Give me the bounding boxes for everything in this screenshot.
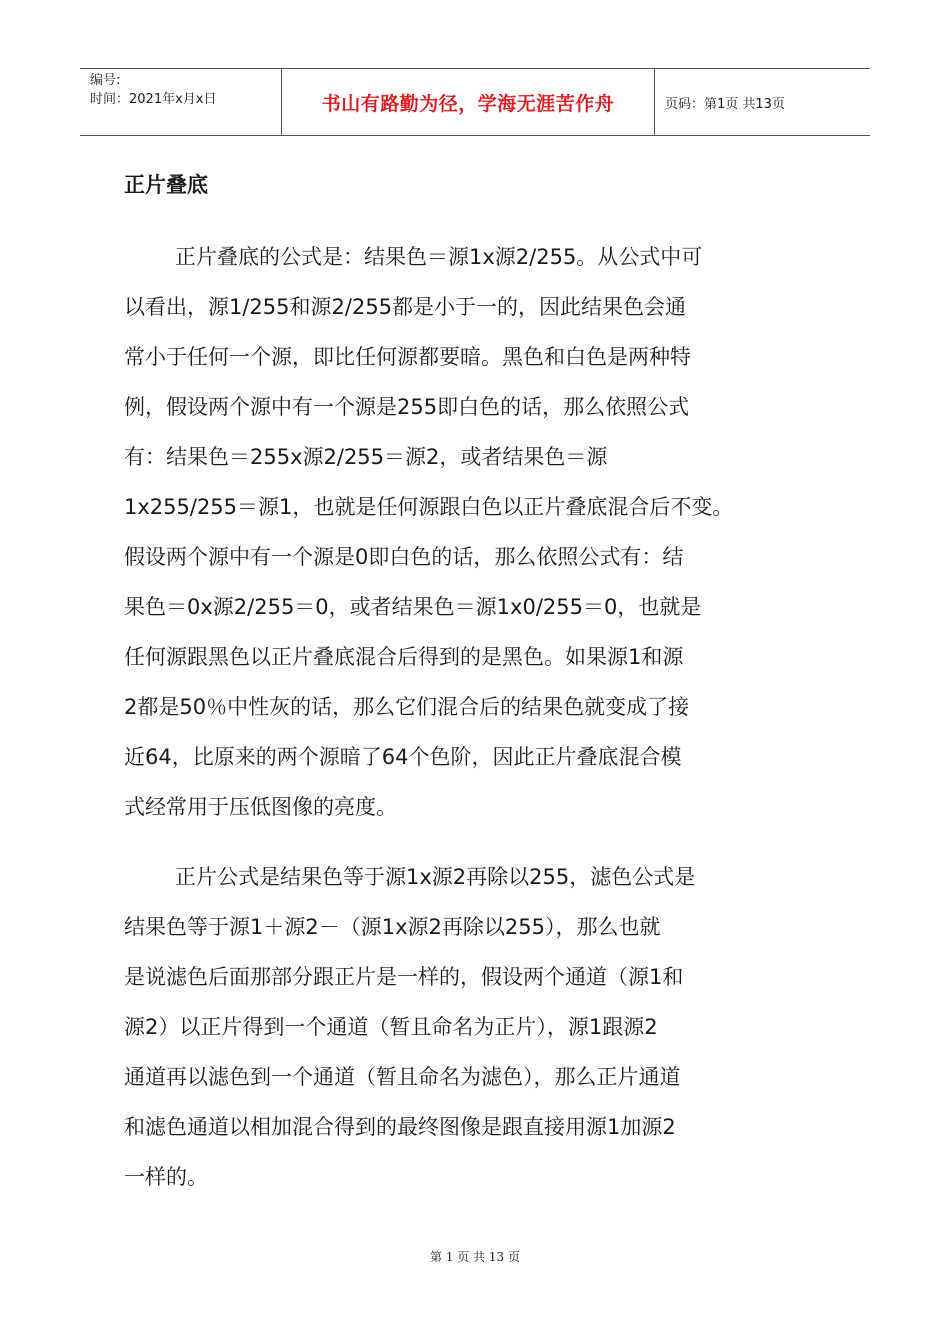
document-date: 时间：2021年x月x日: [90, 92, 217, 107]
body-paragraph-2: 正片公式是结果色等于源1x源2再除以255，滤色公式是 结果色等于源1＋源2－（源1x源2再除以255），那么也就 是说滤色后面那部分跟正片是一样的，假设两个通道（源1和 源2）以正片得到一个通道（暂且命名为正片），源1跟源2 通道再以滤色到一个通道（暂且命名为滤色），那么正片通道 和滤色通道以相加混合得到的最终图像是跟直接用源1加源2 一样的。: [124, 865, 696, 1189]
document-number-label: 编号:: [90, 73, 121, 88]
document-title: 正片叠底: [124, 173, 208, 197]
page-footer: 第 1 页 共 13 页: [430, 1250, 520, 1264]
document-header: [80, 68, 870, 136]
header-meta: [80, 69, 282, 135]
body-paragraph-1: 正片叠底的公式是：结果色＝源1x源2/255。从公式中可 以看出，源1/255和源2/255都是小于一的，因此结果色会通 常小于任何一个源，即比任何源都要暗。黑色和白色是两种特 例，假设两个源中有一个源是255即白色的话，那么依照公式 有：结果色＝255x源2/255＝源2，或者结果色＝源 1x255/255＝源1，也就是任何源跟白色以正片叠底混合后不变。 假设两个源中有一个源是0即白色的话，那么依照公式有：结 果色＝0x源2/255＝0，或者结果色＝源1x0/255＝0，也就是 任何源跟黑色以正片叠底混合后得到的是黑色。如果源1和源 2都是50％中性灰的话，那么它们混合后的结果色就变成了接 近64，比原来的两个源暗了64个色阶，因此正片叠底混合模 式经常用于压低图像的亮度。: [124, 245, 734, 819]
header-motto: 书山有路勤为径，学海无涯苦作舟: [282, 69, 655, 135]
header-page-info: 页码：第1页 共13页: [665, 96, 785, 112]
